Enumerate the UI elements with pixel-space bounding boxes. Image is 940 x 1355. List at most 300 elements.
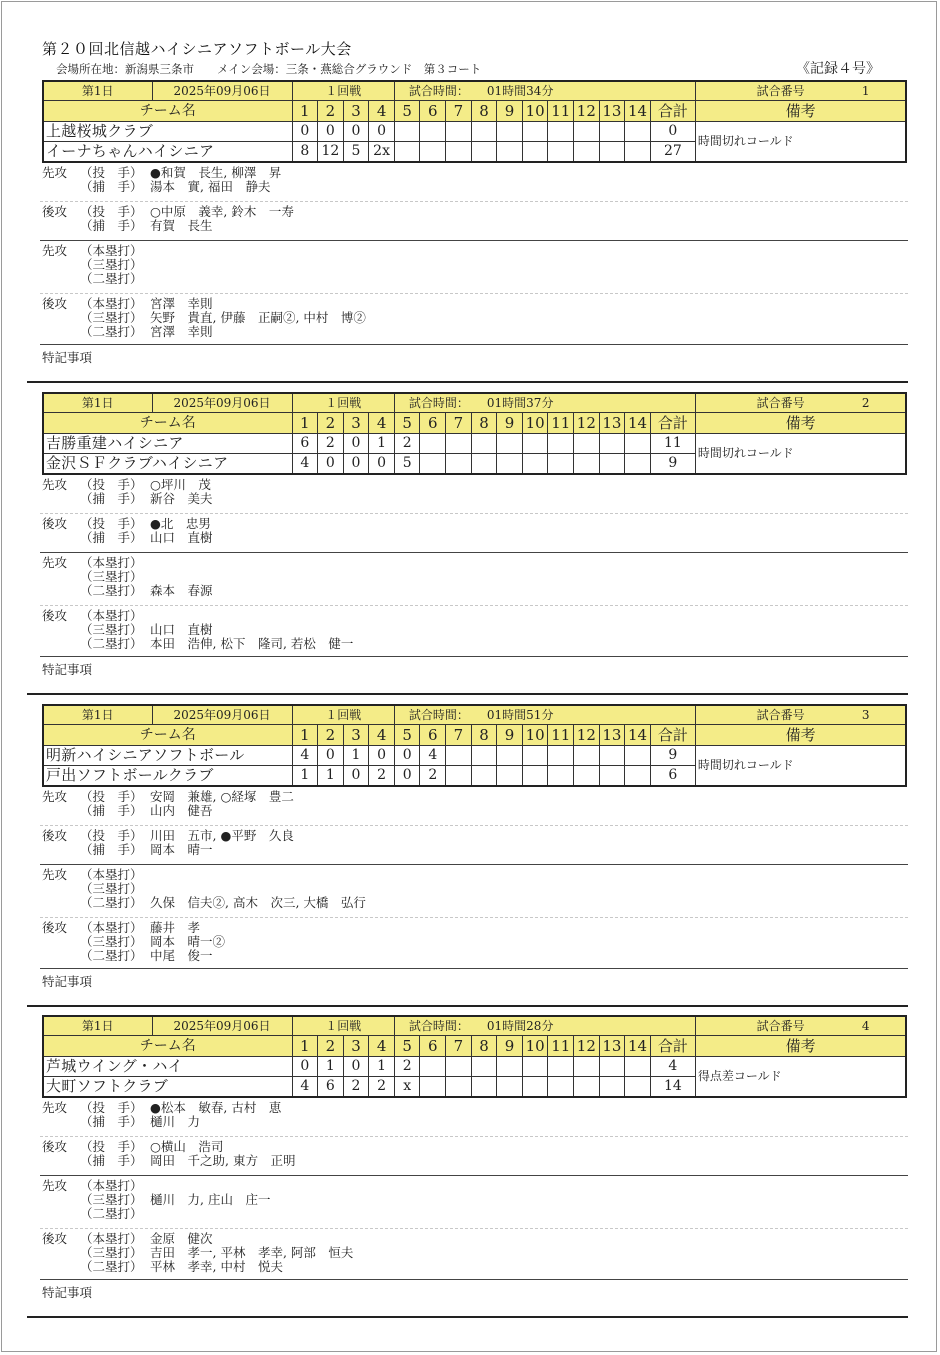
inning-score: 0 [318,122,344,142]
inning-score [548,434,574,454]
inning-score [599,122,625,142]
team-name: 上越桜城クラブ [43,122,292,142]
inning-score [548,766,574,787]
game-number: 2 [861,396,870,410]
game-separator [27,1005,908,1007]
home-run-players: 金原 健次 [150,1231,213,1246]
game-duration: 01時間37分 [486,396,554,410]
special-notes-label: 特記事項 [42,1285,93,1300]
solid-separator [40,344,908,345]
inning-score: 2 [369,1077,395,1098]
inning-score [574,142,600,163]
double-label: （二塁打） [80,948,143,963]
team-name-header: チーム名 [43,101,292,122]
team-row-first [43,434,906,454]
inning-header: 5 [394,101,420,122]
inning-score [420,1057,446,1077]
game-number-label: 試合番号 [756,1019,805,1033]
total-header: 合計 [650,725,695,746]
inning-score: 0 [394,746,420,766]
team-total: 11 [650,434,695,454]
inning-score: 2 [394,434,420,454]
inning-score [522,142,548,163]
inning-header: 11 [548,725,574,746]
game-time-label: 試合時間： [408,396,469,410]
inning-score: 1 [343,746,369,766]
inning-score [574,434,600,454]
inning-header: 4 [369,101,395,122]
catcher-label: （捕 手） [80,491,143,506]
inning-score: 0 [343,454,369,475]
inning-score [625,746,651,766]
catcher-label: （捕 手） [80,530,143,545]
inning-score [599,434,625,454]
triple-label: （三塁打） [80,934,143,949]
double-players: 中尾 俊一 [150,948,213,963]
team-name: 戸出ソフトボールクラブ [43,766,292,787]
inning-score [420,122,446,142]
inning-score [599,454,625,475]
team-name: 大町ソフトクラブ [43,1077,292,1098]
home-run-players: 宮澤 幸則 [150,296,213,311]
inning-score [420,454,446,475]
inning-score [497,766,523,787]
inning-score: 0 [343,766,369,787]
game-duration-cell [394,393,695,413]
inning-score [446,1077,472,1098]
inning-score [522,746,548,766]
side-label: 先攻 [42,789,68,804]
pitchers: ○坪川 茂 [150,477,211,492]
inning-score [471,434,497,454]
triple-label: （三塁打） [80,1192,143,1207]
inning-score [548,1057,574,1077]
inning-score [471,1077,497,1098]
pitcher-label: （投 手） [80,165,143,180]
dotted-separator [40,1228,908,1229]
double-players: 本田 浩伸, 松下 隆司, 若松 健一 [150,636,354,651]
side-label: 後攻 [42,296,68,311]
inning-header: 1 [292,725,318,746]
dotted-separator [40,605,908,606]
inning-score [574,1077,600,1098]
team-name: 明新ハイシニアソフトボール [43,746,292,766]
inning-score [497,142,523,163]
inning-score [497,1077,523,1098]
inning-score [548,142,574,163]
pitchers: ●和賀 長生, 柳澤 昇 [150,165,282,180]
team-total: 27 [650,142,695,163]
total-header: 合計 [650,1036,695,1057]
inning-score [599,1077,625,1098]
inning-header: 2 [318,413,344,434]
double-players: 森本 春源 [150,583,213,598]
inning-score [599,1057,625,1077]
inning-score [420,1077,446,1098]
inning-score [599,142,625,163]
inning-score [471,766,497,787]
team-row-first [43,122,906,142]
inning-score: 4 [292,454,318,475]
home-run-label: （本塁打） [80,243,143,258]
game-number-cell [695,393,906,413]
game-day: 第1日 [43,705,152,725]
inning-header: 8 [471,413,497,434]
inning-header: 12 [574,1036,600,1057]
inning-score [625,766,651,787]
inning-score: 2 [394,1057,420,1077]
inning-score [497,122,523,142]
inning-score [471,746,497,766]
dotted-separator [40,825,908,826]
inning-header: 4 [369,725,395,746]
inning-score: 2 [369,766,395,787]
remarks-header: 備考 [695,413,906,434]
total-header: 合計 [650,413,695,434]
team-name: イーナちゃんハイシニア [43,142,292,163]
inning-header: 7 [446,413,472,434]
inning-header: 11 [548,101,574,122]
inning-score: 1 [369,1057,395,1077]
game-remarks: 時間切れコールド [695,434,906,475]
solid-separator [40,1279,908,1280]
triple-label: （三塁打） [80,257,143,272]
inning-score [446,1057,472,1077]
scoreboard-table [42,80,907,163]
inning-header: 1 [292,413,318,434]
triple-label: （三塁打） [80,881,143,896]
inning-score [574,1057,600,1077]
inning-score: 1 [318,1057,344,1077]
dotted-separator [40,201,908,202]
inning-score [625,142,651,163]
game-round: １回戦 [292,393,394,413]
inning-score [497,746,523,766]
catchers: 湯本 實, 福田 静夫 [150,179,271,194]
game-duration: 01時間28分 [486,1019,554,1033]
game-date: 2025年09月06日 [152,81,292,101]
triple-label: （三塁打） [80,310,143,325]
column-header-row [43,101,906,122]
team-row-first [43,1057,906,1077]
inning-header: 3 [343,1036,369,1057]
scoreboard-table [42,1015,907,1098]
double-players: 平林 孝幸, 中村 悦夫 [150,1259,283,1274]
inning-score [497,434,523,454]
inning-score: 0 [369,122,395,142]
inning-score [522,454,548,475]
inning-header: 12 [574,725,600,746]
team-name-header: チーム名 [43,1036,292,1057]
side-label: 先攻 [42,165,68,180]
team-name-header: チーム名 [43,725,292,746]
remarks-header: 備考 [695,1036,906,1057]
inning-score [548,454,574,475]
inning-header: 8 [471,1036,497,1057]
pitchers: 安岡 兼雄, ○経塚 豊二 [150,789,294,804]
inning-score [420,434,446,454]
catcher-label: （捕 手） [80,218,143,233]
game-day: 第1日 [43,81,152,101]
tournament-title: 第２０回北信越ハイシニアソフトボール大会 [42,40,352,58]
inning-header: 14 [625,1036,651,1057]
side-label: 後攻 [42,1139,68,1154]
side-label: 先攻 [42,867,68,882]
game-duration: 01時間34分 [486,84,554,98]
catchers: 岡本 晴一 [150,842,213,857]
catcher-label: （捕 手） [80,1153,143,1168]
inning-score: 0 [292,1057,318,1077]
inning-score: 2x [369,142,395,163]
inning-score: 0 [318,454,344,475]
inning-header: 12 [574,413,600,434]
pitcher-label: （投 手） [80,1139,143,1154]
inning-score: 0 [343,1057,369,1077]
home-run-players: 藤井 孝 [150,920,201,935]
inning-score [522,1057,548,1077]
home-run-label: （本塁打） [80,1178,143,1193]
pitcher-label: （投 手） [80,516,143,531]
inning-header: 13 [599,413,625,434]
game-time-label: 試合時間： [408,708,469,722]
column-header-row [43,413,906,434]
home-run-label: （本塁打） [80,920,143,935]
pitcher-label: （投 手） [80,477,143,492]
inning-header: 5 [394,413,420,434]
inning-header: 10 [522,725,548,746]
inning-score [497,454,523,475]
inning-score: 5 [394,454,420,475]
pitcher-label: （投 手） [80,204,143,219]
solid-separator [40,968,908,969]
dotted-separator [40,917,908,918]
inning-header: 7 [446,725,472,746]
inning-header: 3 [343,413,369,434]
game-info-row [43,1016,906,1036]
inning-score [625,454,651,475]
game-number-label: 試合番号 [756,396,805,410]
triple-players: 岡本 晴一② [150,934,226,949]
record-number: 《記録４号》 [796,61,880,77]
home-run-label: （本塁打） [80,555,143,570]
inning-score: 0 [369,746,395,766]
game-separator [27,693,908,695]
inning-score: 0 [394,766,420,787]
inning-header: 2 [318,101,344,122]
inning-score [574,746,600,766]
side-label: 先攻 [42,243,68,258]
inning-score [625,122,651,142]
inning-header: 5 [394,1036,420,1057]
side-label: 先攻 [42,555,68,570]
side-label: 先攻 [42,477,68,492]
triple-players: 山口 直樹 [150,622,213,637]
game-number-label: 試合番号 [756,708,805,722]
catchers: 山内 健吾 [150,803,213,818]
inning-score: 2 [420,766,446,787]
special-notes-label: 特記事項 [42,662,93,677]
inning-score: 4 [420,746,446,766]
inning-score: 12 [318,142,344,163]
dotted-separator [40,1136,908,1137]
inning-score: 2 [318,434,344,454]
side-label: 後攻 [42,204,68,219]
home-run-label: （本塁打） [80,1231,143,1246]
inning-header: 10 [522,101,548,122]
inning-header: 10 [522,1036,548,1057]
game-round: １回戦 [292,705,394,725]
home-run-label: （本塁打） [80,867,143,882]
inning-score [446,454,472,475]
inning-header: 10 [522,413,548,434]
inning-score: 1 [369,434,395,454]
solid-separator [40,656,908,657]
side-label: 後攻 [42,828,68,843]
column-header-row [43,725,906,746]
team-total: 6 [650,766,695,787]
inning-header: 6 [420,413,446,434]
catchers: 有賀 長生 [150,218,213,233]
inning-score [574,766,600,787]
inning-header: 14 [625,725,651,746]
catcher-label: （捕 手） [80,842,143,857]
catcher-label: （捕 手） [80,803,143,818]
inning-score: 6 [292,434,318,454]
inning-header: 6 [420,1036,446,1057]
game-date: 2025年09月06日 [152,393,292,413]
catchers: 樋川 力 [150,1114,201,1129]
inning-score: 0 [369,454,395,475]
inning-score [394,122,420,142]
pitchers: 川田 五市, ●平野 久良 [150,828,294,843]
inning-score: 5 [343,142,369,163]
team-total: 9 [650,454,695,475]
column-header-row [43,1036,906,1057]
solid-separator [40,864,908,865]
inning-score [625,1077,651,1098]
venue-info: 会場所在地：新潟県三条市 メイン会場：三条・燕総合グラウンド 第３コート [56,62,482,76]
inning-header: 1 [292,101,318,122]
inning-score [446,142,472,163]
inning-score [548,746,574,766]
game-number: 3 [861,708,870,722]
game-separator [27,1316,908,1318]
inning-score [548,122,574,142]
inning-score [471,142,497,163]
inning-score [446,766,472,787]
triple-label: （三塁打） [80,1245,143,1260]
inning-header: 7 [446,101,472,122]
solid-separator [40,240,908,241]
side-label: 先攻 [42,1178,68,1193]
game-info-row [43,705,906,725]
inning-header: 9 [497,413,523,434]
triple-players: 樋川 力, 庄山 庄一 [150,1192,271,1207]
game-number-cell [695,705,906,725]
triple-players: 吉田 孝一, 平林 孝幸, 阿部 恒夫 [150,1245,354,1260]
inning-score [522,122,548,142]
remarks-header: 備考 [695,101,906,122]
game-duration-cell [394,705,695,725]
inning-score [574,454,600,475]
inning-header: 9 [497,1036,523,1057]
double-players: 宮澤 幸則 [150,324,213,339]
team-name: 金沢ＳＦクラブハイシニア [43,454,292,475]
inning-score [548,1077,574,1098]
inning-header: 5 [394,725,420,746]
team-name-header: チーム名 [43,413,292,434]
game-remarks: 時間切れコールド [695,746,906,787]
inning-header: 11 [548,1036,574,1057]
double-label: （二塁打） [80,324,143,339]
game-time-label: 試合時間： [408,84,469,98]
inning-header: 8 [471,101,497,122]
game-separator [27,381,908,383]
inning-header: 8 [471,725,497,746]
game-round: １回戦 [292,81,394,101]
dotted-separator [40,513,908,514]
triple-players: 矢野 貴直, 伊藤 正嗣②, 中村 博② [150,310,366,325]
inning-header: 13 [599,101,625,122]
inning-score: 0 [343,122,369,142]
game-duration-cell [394,81,695,101]
pitchers: ○中原 義幸, 鈴木 一寿 [150,204,294,219]
inning-header: 2 [318,1036,344,1057]
inning-header: 12 [574,101,600,122]
inning-score [446,746,472,766]
solid-separator [40,552,908,553]
team-total: 0 [650,122,695,142]
catchers: 山口 直樹 [150,530,213,545]
double-players: 久保 信夫②, 高木 次三, 大橋 弘行 [150,895,366,910]
double-label: （二塁打） [80,1259,143,1274]
side-label: 後攻 [42,516,68,531]
double-label: （二塁打） [80,895,143,910]
inning-header: 3 [343,101,369,122]
inning-score [394,142,420,163]
catcher-label: （捕 手） [80,1114,143,1129]
double-label: （二塁打） [80,271,143,286]
inning-score [574,122,600,142]
team-total: 14 [650,1077,695,1098]
inning-score [446,122,472,142]
inning-header: 14 [625,413,651,434]
pitcher-label: （投 手） [80,789,143,804]
inning-score: 1 [318,766,344,787]
game-number-cell [695,1016,906,1036]
side-label: 先攻 [42,1100,68,1115]
inning-score: x [394,1077,420,1098]
pitchers: ●松本 敏春, 古村 恵 [150,1100,282,1115]
inning-score: 1 [292,766,318,787]
scoreboard-table [42,392,907,475]
inning-header: 4 [369,1036,395,1057]
home-run-label: （本塁打） [80,296,143,311]
inning-score: 0 [318,746,344,766]
inning-score: 6 [318,1077,344,1098]
solid-separator [40,1175,908,1176]
inning-score [420,142,446,163]
side-label: 後攻 [42,1231,68,1246]
inning-header: 3 [343,725,369,746]
inning-score: 2 [343,1077,369,1098]
game-date: 2025年09月06日 [152,705,292,725]
double-label: （二塁打） [80,636,143,651]
inning-score [522,1077,548,1098]
pitchers: ○横山 浩司 [150,1139,224,1154]
inning-score: 0 [343,434,369,454]
special-notes-label: 特記事項 [42,350,93,365]
